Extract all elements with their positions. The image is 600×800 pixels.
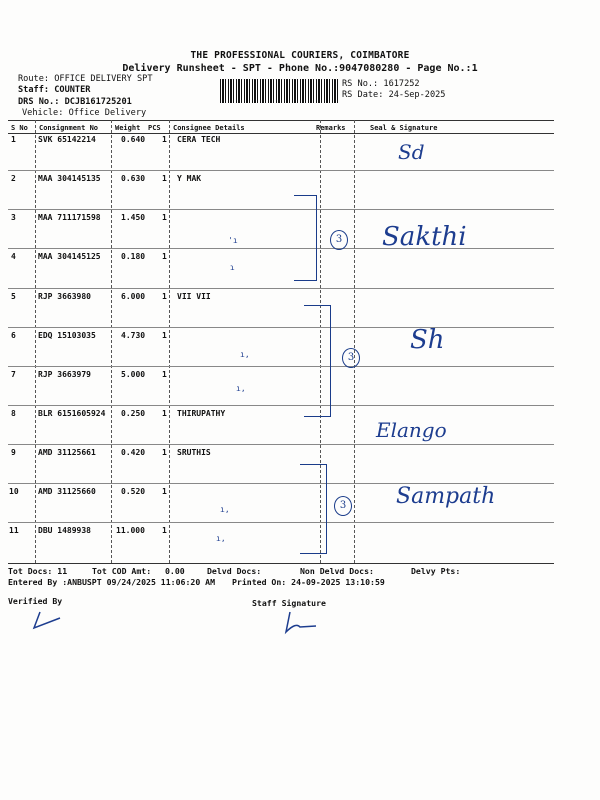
row-10-weight: 0.520 [121, 487, 146, 496]
group2-bracket [304, 305, 331, 417]
row-3-sno: 3 [11, 213, 16, 222]
col-pcs-header: PCS [148, 124, 161, 132]
row-5-weight: 6.000 [121, 292, 146, 301]
staff-label: Staff: COUNTER [18, 85, 91, 95]
drs-number: DRS No.: DCJB161725201 [18, 97, 132, 107]
group2-signature: Sh [410, 325, 445, 355]
row-9-consignee: SRUTHIS [177, 448, 211, 457]
row-6-consignment: EDQ 15103035 [38, 331, 96, 340]
route-label: Route: OFFICE DELIVERY SPT [18, 74, 153, 84]
row-8-consignment: BLR 6151605924 [38, 409, 106, 418]
group1-count: 3 [330, 230, 348, 250]
group3-count: 3 [334, 496, 352, 516]
row1-signature: Sd [398, 140, 425, 164]
group3-signature: Sampath [396, 484, 496, 509]
row-11-consignment: DBU 1489938 [38, 526, 91, 535]
row-6-pcs: 1 [162, 331, 167, 340]
col-consignee-header: Consignee Details [173, 124, 245, 132]
row-11-weight: 11.000 [116, 526, 145, 535]
col-sno-header: S No [11, 124, 28, 132]
col-weight-header: Weight [115, 124, 141, 132]
row-7-pcs: 1 [162, 370, 167, 379]
row-8-weight: 0.250 [121, 409, 146, 418]
row-2-consignment: MAA 304145135 [38, 174, 101, 183]
entered-by: Entered By :ANBUSPT 09/24/2025 11:06:20 AM [8, 577, 216, 587]
row-2-pcs: 1 [162, 174, 167, 183]
non-delivered-docs: Non Delvd Docs: [300, 566, 374, 576]
company-name: THE PROFESSIONAL COURIERS, COIMBATORE [190, 50, 410, 61]
row-1-sno: 1 [11, 135, 16, 144]
row-9-pcs: 1 [162, 448, 167, 457]
verified-signature [34, 612, 60, 628]
staff-signature-label: Staff Signature [252, 598, 326, 608]
total-cod-value: 0.00 [165, 566, 185, 576]
group1-signature: Sakthi [382, 222, 467, 252]
total-docs: Tot Docs: 11 [8, 566, 68, 576]
row-10-consignment: AMD 31125660 [38, 487, 96, 496]
group3-bracket [300, 464, 327, 554]
barcode [220, 79, 338, 103]
row-6-sno: 6 [11, 331, 16, 340]
row-4-weight: 0.180 [121, 252, 146, 261]
row-5-pcs: 1 [162, 292, 167, 301]
printed-on: Printed On: 24-09-2025 13:10:59 [232, 577, 385, 587]
row-5-sno: 5 [11, 292, 16, 301]
row-8-pcs: 1 [162, 409, 167, 418]
col-remarks-header: Remarks [316, 124, 346, 132]
pen-mark: 'ı [228, 236, 238, 245]
row-9-consignment: AMD 31125661 [38, 448, 96, 457]
delivery-points: Delvy Pts: [411, 566, 461, 576]
group2-count: 3 [342, 348, 360, 368]
row-2-weight: 0.630 [121, 174, 146, 183]
row-1-consignment: SVK 65142214 [38, 135, 96, 144]
runsheet-title: Delivery Runsheet - SPT - Phone No.:9047080280 - Page No.:1 [122, 63, 478, 74]
col-consignment-header: Consignment No [39, 124, 99, 132]
pen-mark: ı, [236, 384, 246, 393]
vehicle-label: Vehicle: Office Delivery [22, 108, 147, 118]
row-11-pcs: 1 [162, 526, 167, 535]
row8-signature: Elango [376, 418, 447, 442]
row-5-consignment: RJP 3663980 [38, 292, 91, 301]
delivered-docs: Delvd Docs: [207, 566, 262, 576]
row-7-consignment: RJP 3663979 [38, 370, 91, 379]
total-cod-label: Tot COD Amt: [92, 566, 152, 576]
row-11-sno: 11 [9, 526, 19, 535]
row-10-sno: 10 [9, 487, 19, 496]
row-1-consignee: CERA TECH [177, 135, 221, 144]
row-2-consignee: Y MAK [177, 174, 202, 183]
row-1-pcs: 1 [162, 135, 167, 144]
row-7-sno: 7 [11, 370, 16, 379]
row-8-sno: 8 [11, 409, 16, 418]
row-10-pcs: 1 [162, 487, 167, 496]
pen-mark: ı, [220, 505, 230, 514]
row-1-weight: 0.640 [121, 135, 146, 144]
row-4-consignment: MAA 304145125 [38, 252, 101, 261]
row-3-pcs: 1 [162, 213, 167, 222]
row-3-weight: 1.450 [121, 213, 146, 222]
row-9-weight: 0.420 [121, 448, 146, 457]
rs-number: RS No.: 1617252 [342, 79, 420, 89]
row-4-pcs: 1 [162, 252, 167, 261]
row-6-weight: 4.730 [121, 331, 146, 340]
group1-bracket [294, 195, 317, 281]
staff-signature [286, 612, 316, 632]
pen-mark: ı, [216, 534, 226, 543]
pen-mark: ı, [240, 350, 250, 359]
verified-by-label: Verified By [8, 596, 63, 606]
row-9-sno: 9 [11, 448, 16, 457]
col-seal-header: Seal & Signature [370, 124, 438, 132]
rs-date: RS Date: 24-Sep-2025 [342, 90, 446, 100]
row-5-consignee: VII VII [177, 292, 211, 301]
row-7-weight: 5.000 [121, 370, 146, 379]
row-2-sno: 2 [11, 174, 16, 183]
row-4-sno: 4 [11, 252, 16, 261]
pen-mark: ɿ [230, 263, 235, 272]
row-3-consignment: MAA 711171598 [38, 213, 101, 222]
row-8-consignee: THIRUPATHY [177, 409, 226, 418]
